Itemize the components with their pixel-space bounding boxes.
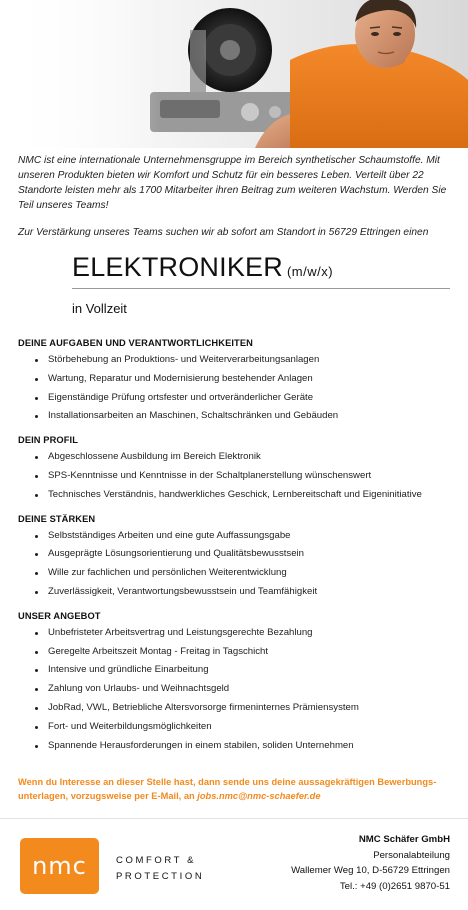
department: Personalabteilung <box>373 849 450 861</box>
list-item: Spannende Herausforderungen in einem stabilen, soliden Unternehmen <box>18 737 458 756</box>
section-profile <box>18 435 458 504</box>
logo-text: nmc <box>32 852 87 880</box>
list-item: SPS-Kenntnisse und Kenntnisse in der Schaltplanerstellung wünschenswert <box>18 467 458 486</box>
section-strengths <box>18 514 458 602</box>
tagline-line: PROTECTION <box>116 871 205 882</box>
job-title <box>72 252 452 283</box>
list-item: Selbstständiges Arbeiten und eine gute Auffassungsgabe <box>18 527 458 546</box>
job-title-gender-suffix: (m/w/x) <box>286 264 334 279</box>
list-item: Störbehebung an Produktions- und Weiterverarbeitungsanlagen <box>18 351 458 370</box>
list-item: Wartung, Reparatur und Modernisierung bestehender Anlagen <box>18 370 458 389</box>
bullet-list <box>18 527 458 602</box>
phone-number[interactable]: Tel.: +49 (0)2651 9870-51 <box>339 880 450 892</box>
list-item: Intensive und gründliche Einarbeitung <box>18 661 458 680</box>
worker-photo-illustration <box>0 0 468 148</box>
bullet-list <box>18 351 458 426</box>
list-item: Technisches Verständnis, handwerkliches Geschick, Lernbereitschaft und Eigeninitiative <box>18 486 458 505</box>
application-email-link[interactable]: jobs.nmc@nmc-schaefer.de <box>197 791 321 801</box>
list-item: Unbefristeter Arbeitsvertrag und Leistungsgerechte Bezahlung <box>18 624 458 643</box>
list-item: JobRad, VWL, Betriebliche Altersvorsorge firmeninternes Prämiensystem <box>18 699 458 718</box>
list-item: Ausgeprägte Lösungsorientierung und Qualitätsbewusstsein <box>18 545 458 564</box>
intro-location-paragraph: Zur Verstärkung unseres Teams suchen wir ab sofort am Standort in 56729 Ettringen einen <box>18 227 429 238</box>
section-heading: DEINE STÄRKEN <box>18 513 96 524</box>
job-title-text: ELEKTRONIKER <box>72 252 283 282</box>
address: Wallemer Weg 10, D-56729 Ettringen <box>291 865 450 877</box>
bullet-list <box>18 624 458 756</box>
section-tasks <box>18 338 458 426</box>
cta-text: Wenn du Interesse an dieser Stelle hast, dann sende uns deine aussagekräftigen Bewerbungs-unterlagen, vorzugsweise per E-Mail, an <box>18 777 437 801</box>
job-employment-type: in Vollzeit <box>72 301 127 316</box>
tagline-line: COMFORT & <box>116 855 197 866</box>
job-title-block <box>72 252 452 322</box>
hero-photo <box>0 0 468 148</box>
list-item: Fort- und Weiterbildungsmöglichkeiten <box>18 718 458 737</box>
section-heading: UNSER ANGEBOT <box>18 610 101 621</box>
bullet-list <box>18 448 458 504</box>
list-item: Zahlung von Urlaubs- und Weihnachtsgeld <box>18 680 458 699</box>
list-item: Zuverlässigkeit, Verantwortungsbewusstsein und Teamfähigkeit <box>18 583 458 602</box>
company-tagline <box>116 853 204 885</box>
job-sections <box>18 338 458 764</box>
title-divider <box>72 288 450 289</box>
section-heading: DEINE AUFGABEN UND VERANTWORTLICHKEITEN <box>18 338 253 348</box>
section-offer <box>18 611 458 756</box>
section-heading: DEIN PROFIL <box>18 435 78 446</box>
intro-paragraph: NMC ist eine internationale Unternehmensgruppe im Bereich synthetischer Schaumstoffe. Mit unseren Produkten bieten wir Komfort und Schutz für ein besseres Leben. Verteilt über 22 Standorte leisten mehr als 1700 Mitarbeiter ihren Beitrag zum weiteren Wachstum. Werden Sie Teil unseres Teams! <box>18 155 447 211</box>
application-call-to-action <box>18 775 458 803</box>
list-item: Abgeschlossene Ausbildung im Bereich Elektronik <box>18 448 458 467</box>
list-item: Geregelte Arbeitszeit Montag - Freitag in Tagschicht <box>18 643 458 662</box>
list-item: Wille zur fachlichen und persönlichen Weiterentwicklung <box>18 564 458 583</box>
nmc-logo <box>20 838 99 894</box>
list-item: Eigenständige Prüfung ortsfester und ortveränderlicher Geräte <box>18 389 458 408</box>
list-item: Installationsarbeiten an Maschinen, Schaltschränken und Gebäuden <box>18 407 458 426</box>
contact-block <box>210 832 450 894</box>
company-name: NMC Schäfer GmbH <box>358 834 450 845</box>
footer-divider <box>0 818 468 819</box>
